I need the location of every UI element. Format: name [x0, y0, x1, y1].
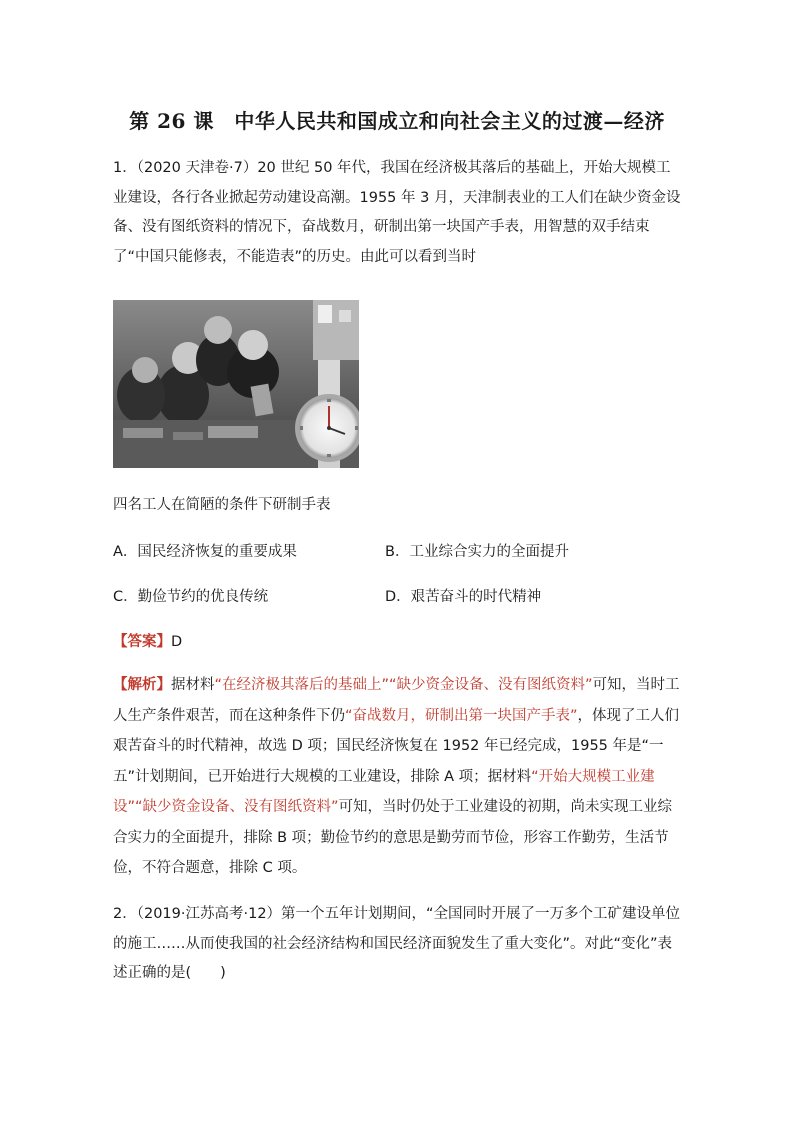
analysis-text-4: 可知，当时仍处于工业建设的初期，尚未实现工业综合实力的全面提升，排除 B 项；勤俭节约的意思是勤劳而节俭，形容工作勤劳，生活节俭，不符合题意，排除 C 项。 — [113, 799, 673, 876]
question-2-text: 2．（2019·江苏高考·12）第一个五年计划期间，“全国同时开展了一万多个工矿建设单位的施工……从而使我国的社会经济结构和国民经济面貌发生了重大变化”。对此“变化”表述正确的是( ) — [113, 906, 681, 981]
option-c: C．勤俭节约的优良传统 — [113, 589, 269, 605]
option-d: D．艰苦奋斗的时代精神 — [385, 589, 542, 605]
option-b: B．工业综合实力的全面提升 — [385, 544, 569, 560]
answer-value: D — [171, 634, 183, 650]
analysis-paragraph — [113, 670, 685, 884]
analysis-tag: 【解析】 — [113, 677, 171, 693]
analysis-text-1: 据材料 — [171, 677, 215, 693]
analysis-quote-3: “开始大规模工业建设”“缺少资金设备、没有图纸资料” — [113, 768, 655, 815]
analysis-quote-1: “在经济极其落后的基础上”“缺少资金设备、没有图纸资料” — [214, 677, 593, 693]
question-1-text: 1．（2020 天津卷·7）20 世纪 50 年代，我国在经济极其落后的基础上，开始大规模工业建设，各行各业掀起劳动建设高潮。1955 年 3 月，天津制表业的工人们在缺少资金设备、没有图纸资料的情况下，奋战数月，研制出第一块国产手表，用智慧的双手结束了“中国只能修表，不能造表”的历史。由此可以看到当时 — [113, 160, 681, 265]
analysis-quote-2: “奋战数月，研制出第一块国产手表” — [345, 707, 578, 724]
option-a: A．国民经济恢复的重要成果 — [113, 544, 297, 560]
answer-tag: 【答案】 — [113, 634, 171, 650]
workers-watch-photo — [113, 300, 359, 468]
photo-caption: 四名工人在简陋的条件下研制手表 — [113, 497, 331, 513]
analysis-text-3: ，体现了工人们艰苦奋斗的时代精神，故选 D 项；国民经济恢复在 1952 年已经完成，1955 年是“一五”计划期间，已开始进行大规模的工业建设，排除 A 项；据材料 — [113, 707, 680, 785]
workers-photo-image — [113, 300, 359, 468]
page-title: 第 26 课 中华人民共和国成立和向社会主义的过渡—经济 — [129, 109, 665, 133]
answer-line — [113, 630, 182, 651]
analysis-text-2: 可知，当时工人生产条件艰苦，而在这种条件下仍 — [113, 677, 680, 724]
